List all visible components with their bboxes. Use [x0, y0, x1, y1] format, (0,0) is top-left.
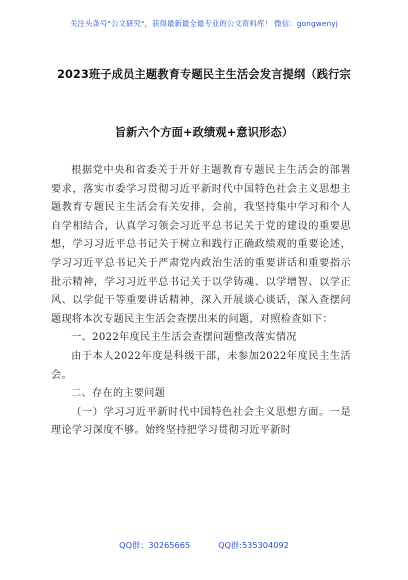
footer-qq-group-1: QQ群：30265665	[119, 540, 191, 550]
section-1-paragraph: 由于本人2022年度是科级干部，未参加2022年度民主生活会。	[51, 350, 351, 381]
footer-qq-group-2: QQ群:535304092	[218, 540, 289, 550]
document-title-line-1: 2023班子成员主题教育专题民主生活会发言提纲（践行宗	[57, 68, 351, 81]
header-promo-note: 关注头条号"公文研究"，获得最新最全最专业的公文资料库！ 微信：gongwenyj	[70, 19, 338, 28]
section-2-paragraph: （一）学习习近平新时代中国特色社会主义思想方面。一是理论学习深度不够。始终坚持把学习贯彻习近平新时	[51, 406, 351, 437]
section-heading-1: 一、2022年度民主生活会查摆问题整改落实情况	[71, 332, 297, 344]
document-title-line-2: 旨新六个方面+政绩观+意识形态）	[114, 126, 294, 139]
footer-contact	[0, 540, 408, 551]
section-heading-2: 二、存在的主要问题	[71, 388, 166, 400]
intro-paragraph: 根据党中央和省委关于开好主题教育专题民主生活会的部署要求，落实市委学习贯彻习近平新时代中国特色社会主义思想主题教育专题民主生活会有关安排，会前，我坚持集中学习和个人自学相结合，认真学习领会习近平总书记关于党的建设的重要思想，学习习近平总书记关于树立和践行正确政绩观的重要论述，学习习近平总书记关于严肃党内政治生活的重要讲话和重要指示批示精神，学习习近平总书记关于以学铸魂、以学增智、以学正风、以学促干等重要讲话精神，深入开展谈心谈话，深入查摆问题现将本次专题民主生活会查摆出来的问题，对照检查如下：	[51, 165, 351, 325]
document-body	[51, 162, 351, 441]
